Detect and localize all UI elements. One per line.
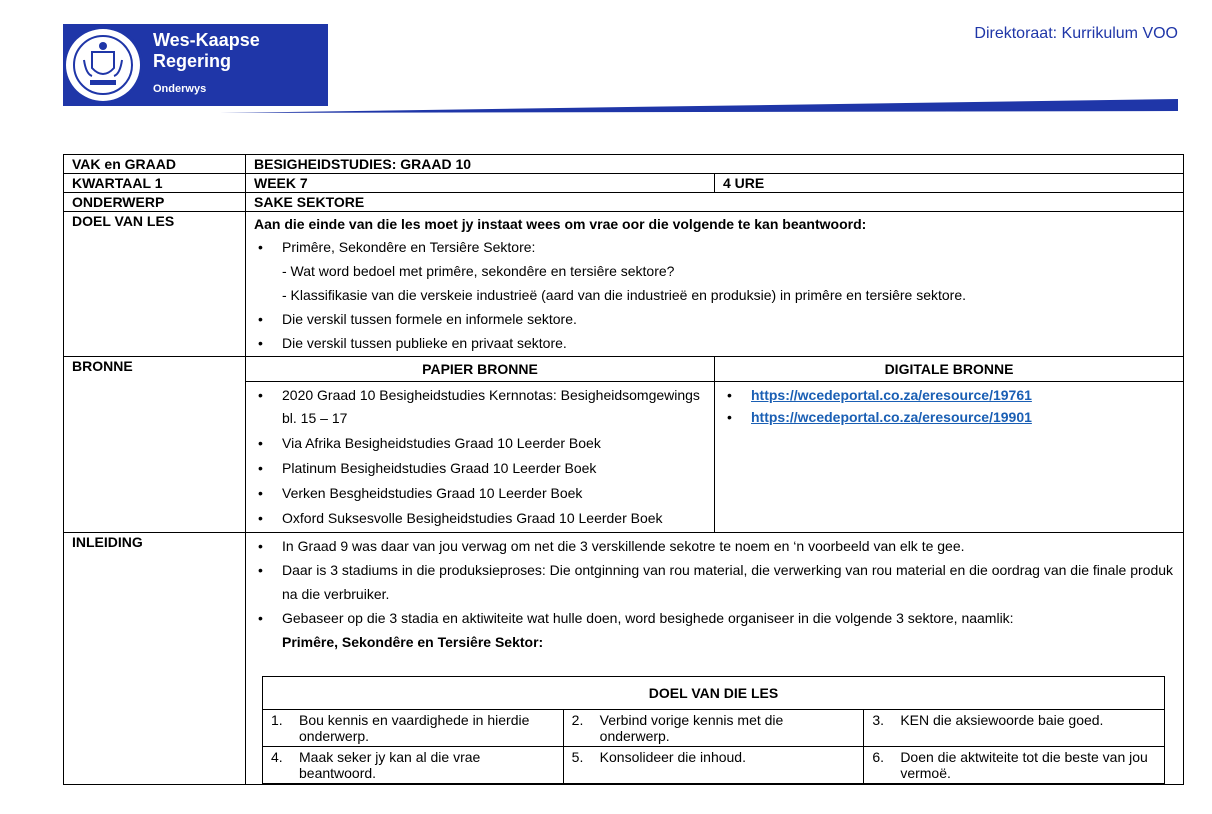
resource-link[interactable]: https://wcedeportal.co.za/eresource/19901 [751, 409, 1032, 425]
doel-item: 4. Maak seker jy kan al die vrae beantwoord. [263, 747, 564, 784]
week-value: WEEK 7 [246, 174, 715, 193]
paper-resource-item: • Verken Besgheidstudies Graad 10 Leerder Boek [282, 481, 706, 506]
digital-resource-item [751, 384, 1175, 406]
doel-item: 2. Verbind vorige kennis met die onderwerp. [563, 710, 864, 747]
doel-bullet: • Die verskil tussen publieke en privaat sektore. [282, 331, 1175, 355]
papier-list-cell [246, 382, 715, 533]
kwartaal-label: KWARTAAL 1 [64, 174, 246, 193]
doel-item: 6. Doen die aktwiteite tot die beste van jou vermoë. [864, 747, 1165, 784]
directorate-label: Direktoraat: Kurrikulum VOO [974, 25, 1178, 42]
doel-item: 1. Bou kennis en vaardighede in hierdie onderwerp. [263, 710, 564, 747]
onderwerp-label: ONDERWERP [64, 193, 246, 212]
wcg-logo [63, 24, 328, 106]
hours-value: 4 URE [715, 174, 1184, 193]
inleiding-bullet: • Daar is 3 stadiums in die produksieproses: Die ontginning van rou material, die verwerking van rou material en die oordrag van die finale produk na die verbruiker. [282, 558, 1175, 606]
doel-item: 5. Konsolideer die inhoud. [563, 747, 864, 784]
digitale-list-cell [715, 382, 1184, 533]
doel-bullet: • Die verskil tussen formele en informele sektore. [282, 307, 1175, 331]
digitale-header: DIGITALE BRONNE [715, 357, 1184, 382]
row-onderwerp [64, 193, 1184, 212]
inleiding-bold-text: Primêre, Sekondêre en Tersiêre Sektor: [282, 634, 544, 650]
digital-resource-item [751, 406, 1175, 428]
doel-table-wrap [254, 676, 1175, 784]
bronne-label: BRONNE [64, 357, 246, 533]
doel-content [246, 212, 1184, 357]
papier-header: PAPIER BRONNE [246, 357, 715, 382]
doel-item: 3. KEN die aksiewoorde baie goed. [864, 710, 1165, 747]
inleiding-label: INLEIDING [64, 533, 246, 785]
doel-intro: Aan die einde van die les moet jy instaat wees om vrae oor die volgende te kan beantwoord: [254, 216, 867, 232]
inleiding-bullet: • In Graad 9 was daar van jou verwag om net die 3 verskillende sekotre te noem en ‘n voorbeeld van elk te gee. [282, 534, 1175, 558]
paper-resource-item: • Platinum Besigheidstudies Graad 10 Leerder Boek [282, 456, 706, 481]
doel-sub-item: - Wat word bedoel met primêre, sekondêre en tersiêre sektore? [282, 263, 675, 279]
row-doel [64, 212, 1184, 357]
row-bronne-header [64, 357, 1184, 382]
vak-label: VAK en GRAAD [64, 155, 246, 174]
row-kwartaal [64, 174, 1184, 193]
doel-bullet [282, 235, 1175, 259]
doel-bullet-text: Primêre, Sekondêre en Tersiêre Sektore: [282, 239, 536, 255]
paper-resource-item: • Oxford Suksesvolle Besigheidstudies Graad 10 Leerder Boek [282, 506, 706, 531]
resource-link[interactable]: https://wcedeportal.co.za/eresource/19761 [751, 387, 1032, 403]
doel-table [262, 676, 1165, 784]
doel-label: DOEL VAN LES [64, 212, 246, 357]
vak-value: BESIGHEIDSTUDIES: GRAAD 10 [246, 155, 1184, 174]
inleiding-bullet [282, 606, 1175, 654]
row-inleiding [64, 533, 1184, 785]
logo-subtitle: Onderwys [153, 83, 207, 95]
paper-resource-item: • 2020 Graad 10 Besigheidstudies Kernnotas: Besigheidsomgewings bl. 15 – 17 [282, 384, 706, 430]
doel-sub-item: - Klassifikasie van die verskeie industrieë (aard van die industrieë en produksie) in primêre en tersiêre sektore. [282, 287, 966, 303]
row-vak [64, 155, 1184, 174]
logo-title: Wes-Kaapse Regering [153, 30, 260, 71]
onderwerp-value: SAKE SEKTORE [246, 193, 1184, 212]
paper-resource-item: • Via Afrika Besigheidstudies Graad 10 Leerder Boek [282, 430, 706, 456]
inleiding-content [246, 533, 1184, 785]
coat-of-arms-icon [63, 26, 143, 104]
header-swoosh [220, 95, 1180, 115]
inleiding-bullet-text: Gebaseer op die 3 stadia en aktiwiteite wat hulle doen, word besighede organiseer in die volgende 3 sektore, naamlik: [282, 610, 1014, 626]
lesson-table [63, 154, 1184, 785]
doel-table-title: DOEL VAN DIE LES [263, 677, 1165, 710]
